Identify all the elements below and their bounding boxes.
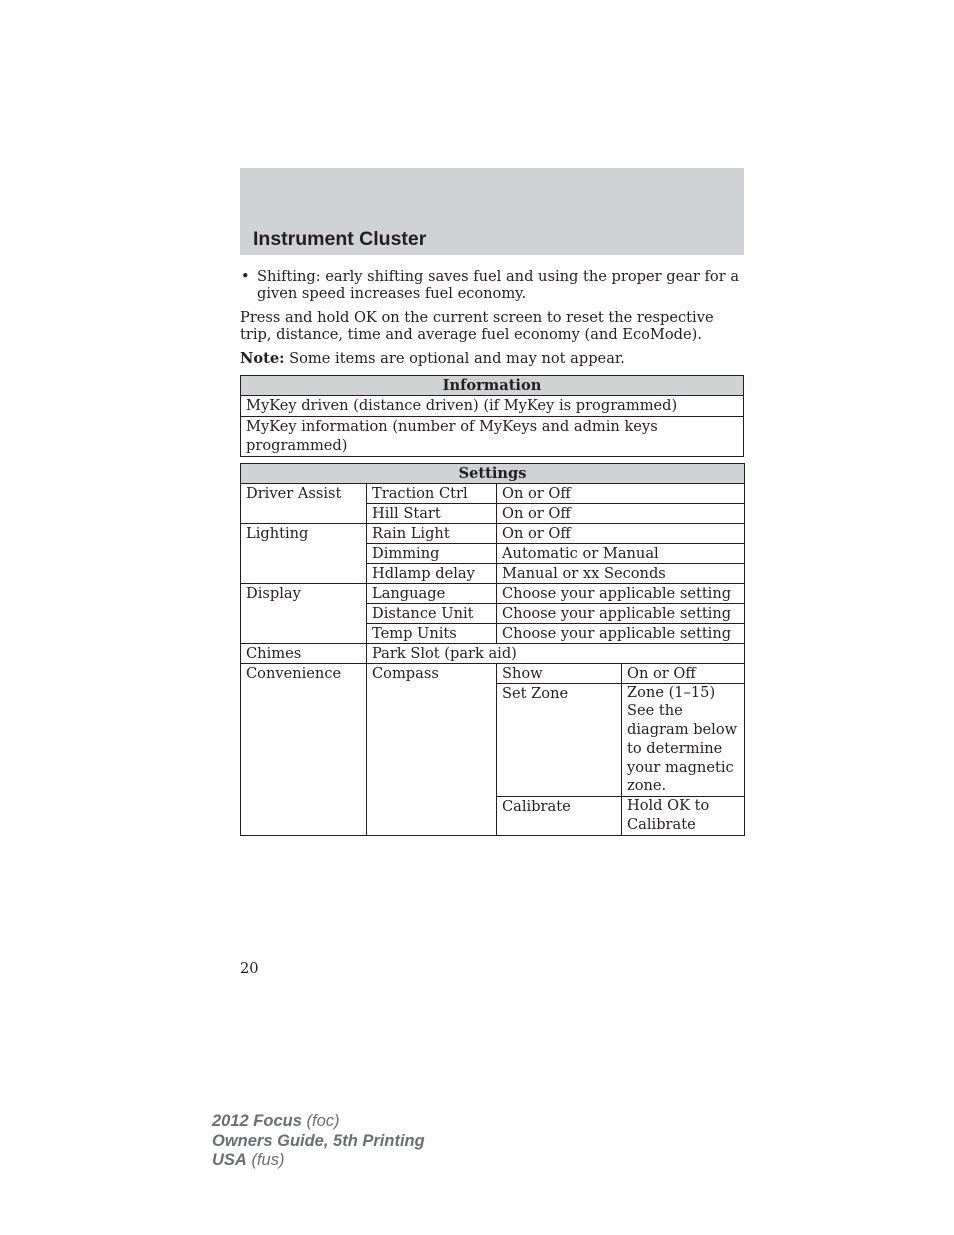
table-header-row: [241, 463, 745, 483]
setting-value: On or Off: [497, 523, 745, 543]
information-table: [240, 375, 744, 457]
setting-park-slot: Park Slot (park aid): [367, 643, 745, 663]
footer-market-code: (fus): [251, 1151, 285, 1169]
setting-value: On or Off: [622, 663, 745, 683]
table-row: [241, 583, 745, 603]
table-cell: MyKey driven (distance driven) (if MyKey is programmed): [241, 396, 744, 417]
section-header-band: [240, 168, 744, 255]
note: [240, 350, 744, 367]
note-text: Some items are optional and may not appear.: [289, 350, 625, 367]
category-display: Display: [241, 583, 367, 643]
note-label: Note:: [240, 350, 285, 367]
page-content: [240, 268, 744, 836]
category-driver-assist: Driver Assist: [241, 483, 367, 523]
bullet-dot-icon: •: [241, 268, 250, 285]
settings-table-header: Settings: [241, 463, 745, 483]
table-row: [241, 663, 745, 683]
table-row: [241, 483, 745, 503]
setting-value: Manual or xx Seconds: [497, 563, 745, 583]
table-header-row: [241, 376, 744, 396]
footer-market: USA: [212, 1151, 247, 1169]
setting-set-zone: Set Zone: [497, 683, 622, 797]
setting-value: On or Off: [497, 503, 745, 523]
setting-value: Choose your applicable setting: [497, 583, 745, 603]
setting-value: On or Off: [497, 483, 745, 503]
information-table-header: Information: [241, 376, 744, 396]
setting-hdlamp-delay: Hdlamp delay: [367, 563, 497, 583]
page-number: 20: [240, 960, 259, 977]
table-cell: MyKey information (number of MyKeys and admin keys programmed): [241, 416, 744, 456]
footer-line: [212, 1112, 425, 1132]
bullet-item: [240, 268, 744, 302]
settings-table: [240, 463, 745, 836]
table-row: [241, 416, 744, 456]
setting-value: Zone (1–15) See the diagram below to determine your magnetic zone.: [622, 683, 745, 797]
category-convenience: Convenience: [241, 663, 367, 835]
category-lighting: Lighting: [241, 523, 367, 583]
setting-dimming: Dimming: [367, 543, 497, 563]
setting-value: Choose your applicable setting: [497, 603, 745, 623]
setting-value: Hold OK to Calibrate: [622, 797, 745, 836]
footer-model-code: (foc): [306, 1112, 340, 1130]
category-chimes: Chimes: [241, 643, 367, 663]
bullet-text: Shifting: early shifting saves fuel and using the proper gear for a given speed increases fuel economy.: [257, 268, 740, 302]
footer-line: [212, 1132, 425, 1152]
setting-value: Automatic or Manual: [497, 543, 745, 563]
setting-compass: Compass: [367, 663, 497, 835]
footer-printing: Owners Guide, 5th Printing: [212, 1131, 425, 1150]
table-row: [241, 396, 744, 417]
setting-traction-ctrl: Traction Ctrl: [367, 483, 497, 503]
document-footer: [212, 1112, 425, 1171]
setting-show: Show: [497, 663, 622, 683]
footer-line: [212, 1151, 425, 1171]
setting-language: Language: [367, 583, 497, 603]
setting-temp-units: Temp Units: [367, 623, 497, 643]
setting-distance-unit: Distance Unit: [367, 603, 497, 623]
section-title: Instrument Cluster: [253, 228, 427, 250]
setting-value: Choose your applicable setting: [497, 623, 745, 643]
table-row: [241, 643, 745, 663]
reset-paragraph: Press and hold OK on the current screen to reset the respective trip, distance, time and average fuel economy (and EcoMode).: [240, 309, 714, 343]
setting-calibrate: Calibrate: [497, 797, 622, 836]
table-row: [241, 523, 745, 543]
setting-hill-start: Hill Start: [367, 503, 497, 523]
setting-rain-light: Rain Light: [367, 523, 497, 543]
footer-model: 2012 Focus: [212, 1112, 302, 1130]
